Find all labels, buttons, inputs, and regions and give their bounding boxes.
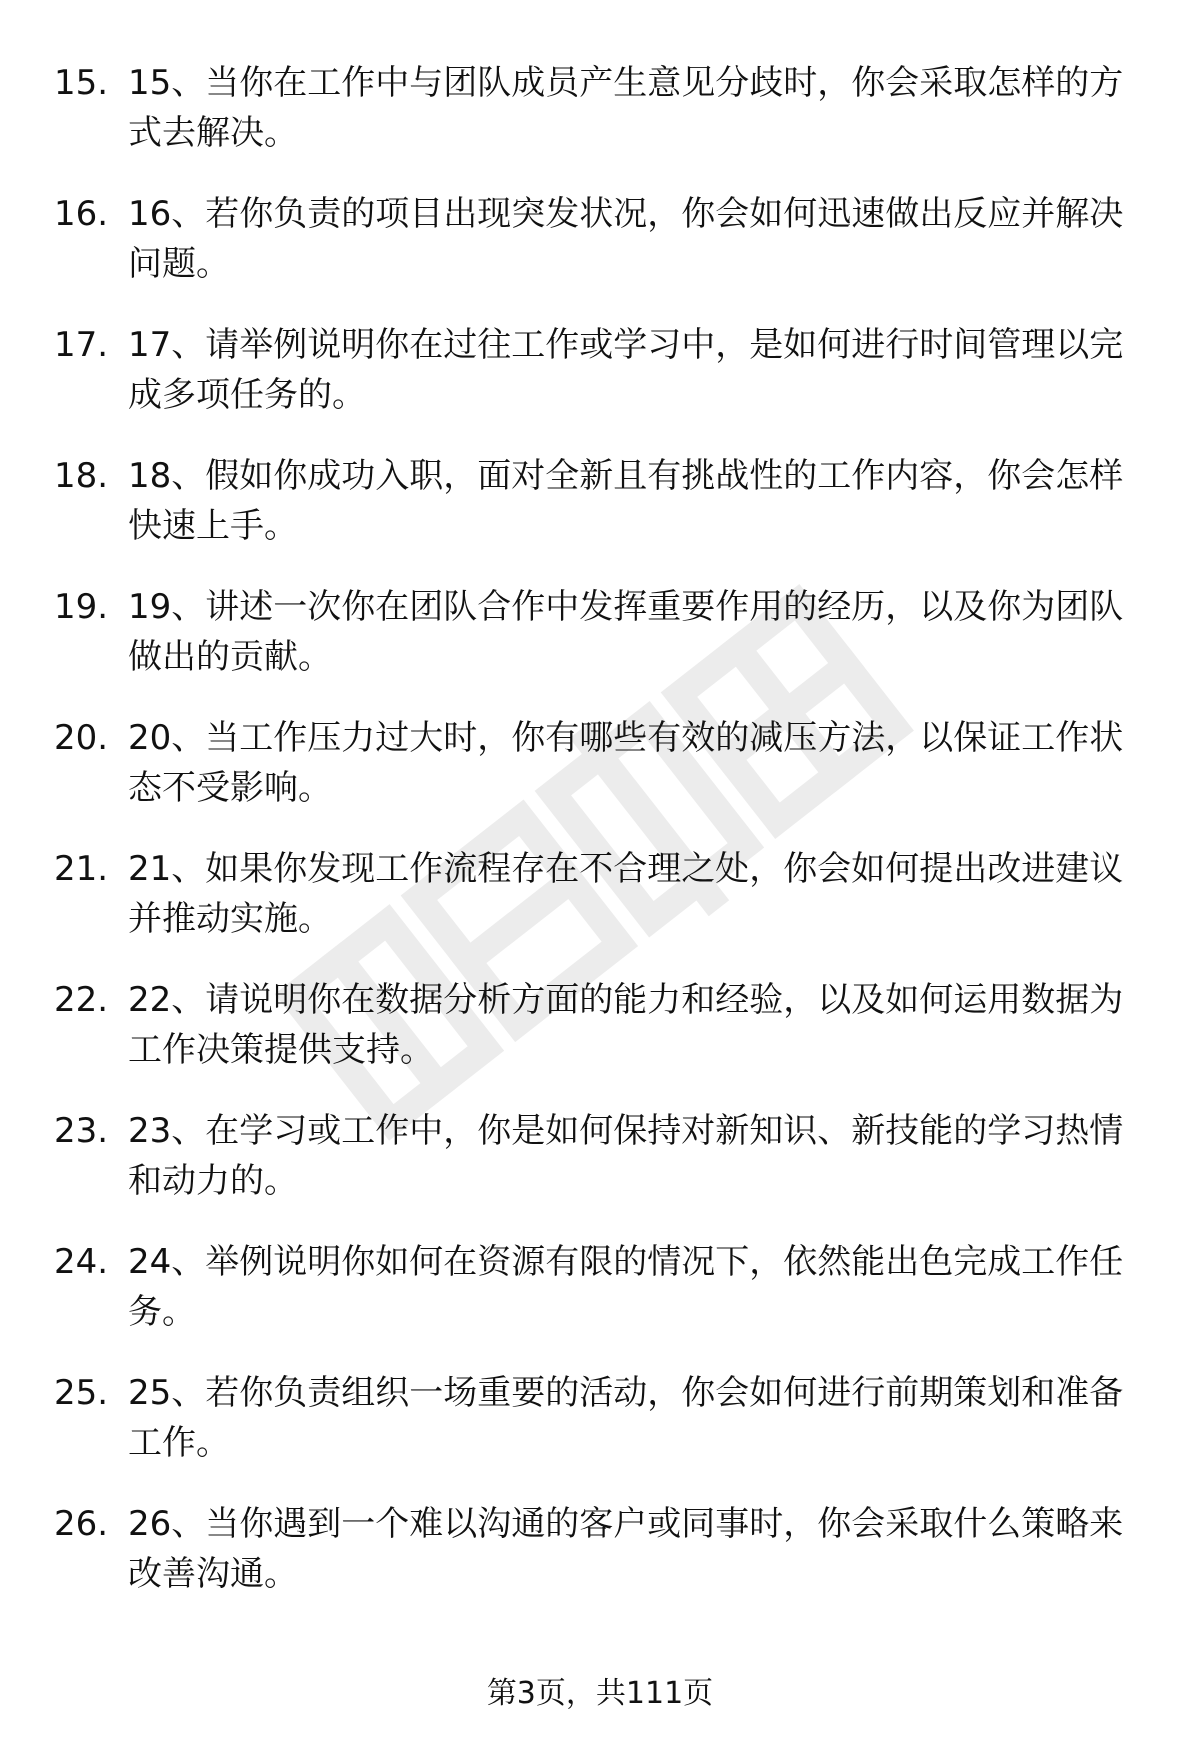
- question-number: 24.: [54, 1242, 109, 1282]
- question-number: 26.: [54, 1504, 109, 1544]
- list-item: [0, 1499, 1200, 1630]
- question-text: 22、请说明你在数据分析方面的能力和经验，以及如何运用数据为工作决策提供支持。: [128, 980, 1124, 1070]
- question-text: 24、举例说明你如何在资源有限的情况下，依然能出色完成工作任务。: [128, 1242, 1124, 1332]
- question-number: 15.: [54, 63, 109, 103]
- question-text: 16、若你负责的项目出现突发状况，你会如何迅速做出反应并解决问题。: [128, 194, 1124, 284]
- list-item: [0, 320, 1200, 451]
- question-number: 21.: [54, 849, 109, 889]
- question-text: 21、如果你发现工作流程存在不合理之处，你会如何提出改进建议并推动实施。: [128, 849, 1124, 939]
- question-text: 23、在学习或工作中，你是如何保持对新知识、新技能的学习热情和动力的。: [128, 1111, 1124, 1201]
- list-item: [0, 844, 1200, 975]
- list-item: [0, 58, 1200, 189]
- question-text: 25、若你负责组织一场重要的活动，你会如何进行前期策划和准备工作。: [128, 1373, 1124, 1463]
- question-text: 19、讲述一次你在团队合作中发挥重要作用的经历，以及你为团队做出的贡献。: [128, 587, 1124, 677]
- question-text: 17、请举例说明你在过往工作或学习中，是如何进行时间管理以完成多项任务的。: [128, 325, 1124, 415]
- question-text: 18、假如你成功入职，面对全新且有挑战性的工作内容，你会怎样快速上手。: [128, 456, 1124, 546]
- question-number: 19.: [54, 587, 109, 627]
- question-list: [0, 58, 1200, 1630]
- question-number: 20.: [54, 718, 109, 758]
- list-item: [0, 582, 1200, 713]
- question-text: 26、当你遇到一个难以沟通的客户或同事时，你会采取什么策略来改善沟通。: [128, 1504, 1124, 1594]
- page-footer: 第3页，共111页: [486, 1676, 714, 1711]
- question-number: 22.: [54, 980, 109, 1020]
- list-item: [0, 713, 1200, 844]
- list-item: [0, 189, 1200, 320]
- question-text: 20、当工作压力过大时，你有哪些有效的减压方法，以保证工作状态不受影响。: [128, 718, 1124, 808]
- list-item: [0, 975, 1200, 1106]
- question-number: 17.: [54, 325, 109, 365]
- list-item: [0, 451, 1200, 582]
- list-item: [0, 1368, 1200, 1499]
- question-number: 23.: [54, 1111, 109, 1151]
- list-item: [0, 1106, 1200, 1237]
- list-item: [0, 1237, 1200, 1368]
- question-number: 25.: [54, 1373, 109, 1413]
- question-number: 16.: [54, 194, 109, 234]
- question-number: 18.: [54, 456, 109, 496]
- question-text: 15、当你在工作中与团队成员产生意见分歧时，你会采取怎样的方式去解决。: [128, 63, 1124, 153]
